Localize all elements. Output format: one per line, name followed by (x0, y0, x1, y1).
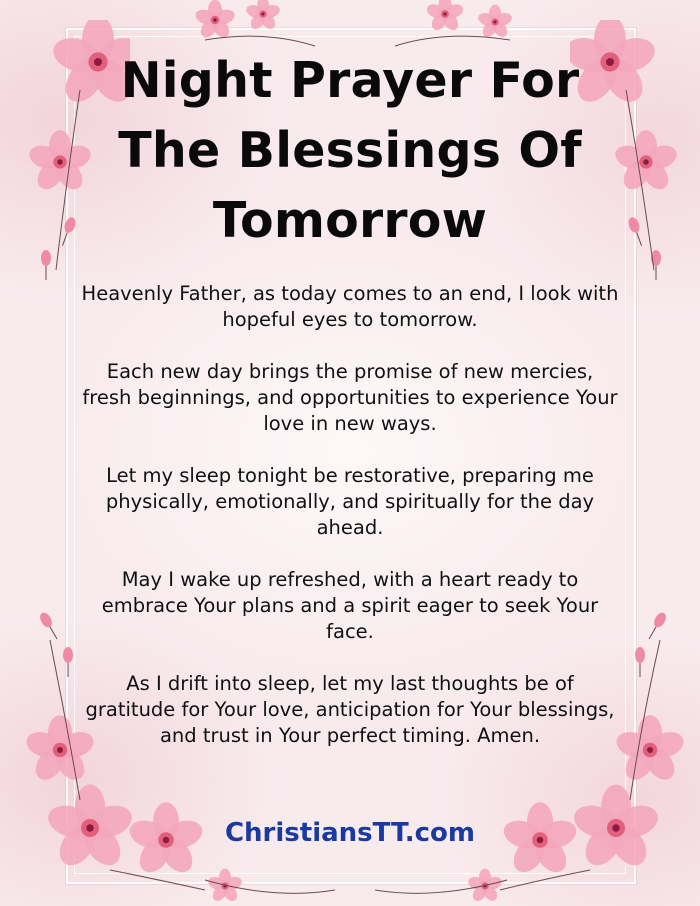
prayer-paragraph: Let my sleep tonight be restorative, preparing me physically, emotionally, and spiritually for the day ahead. (105, 464, 595, 539)
prayer-body (80, 281, 620, 749)
prayer-paragraph: As I drift into sleep, let my last thoughts be of gratitude for Your love, anticipation for Your blessings, and trust in Your perfect timing. Amen. (85, 672, 615, 747)
page-title: Night Prayer For The Blessings Of Tomorrow (118, 52, 582, 249)
website-link[interactable]: ChristiansTT.com (224, 818, 476, 848)
prayer-paragraph: Heavenly Father, as today comes to an end, I look with hopeful eyes to tomorrow. (81, 282, 619, 331)
prayer-paragraph: May I wake up refreshed, with a heart ready to embrace Your plans and a spirit eager to seek Your face. (101, 568, 599, 643)
flower-cluster-bottom-icon (195, 860, 515, 906)
prayer-paragraph: Each new day brings the promise of new mercies, fresh beginnings, and opportunities to experience Your love in new ways. (82, 360, 618, 435)
